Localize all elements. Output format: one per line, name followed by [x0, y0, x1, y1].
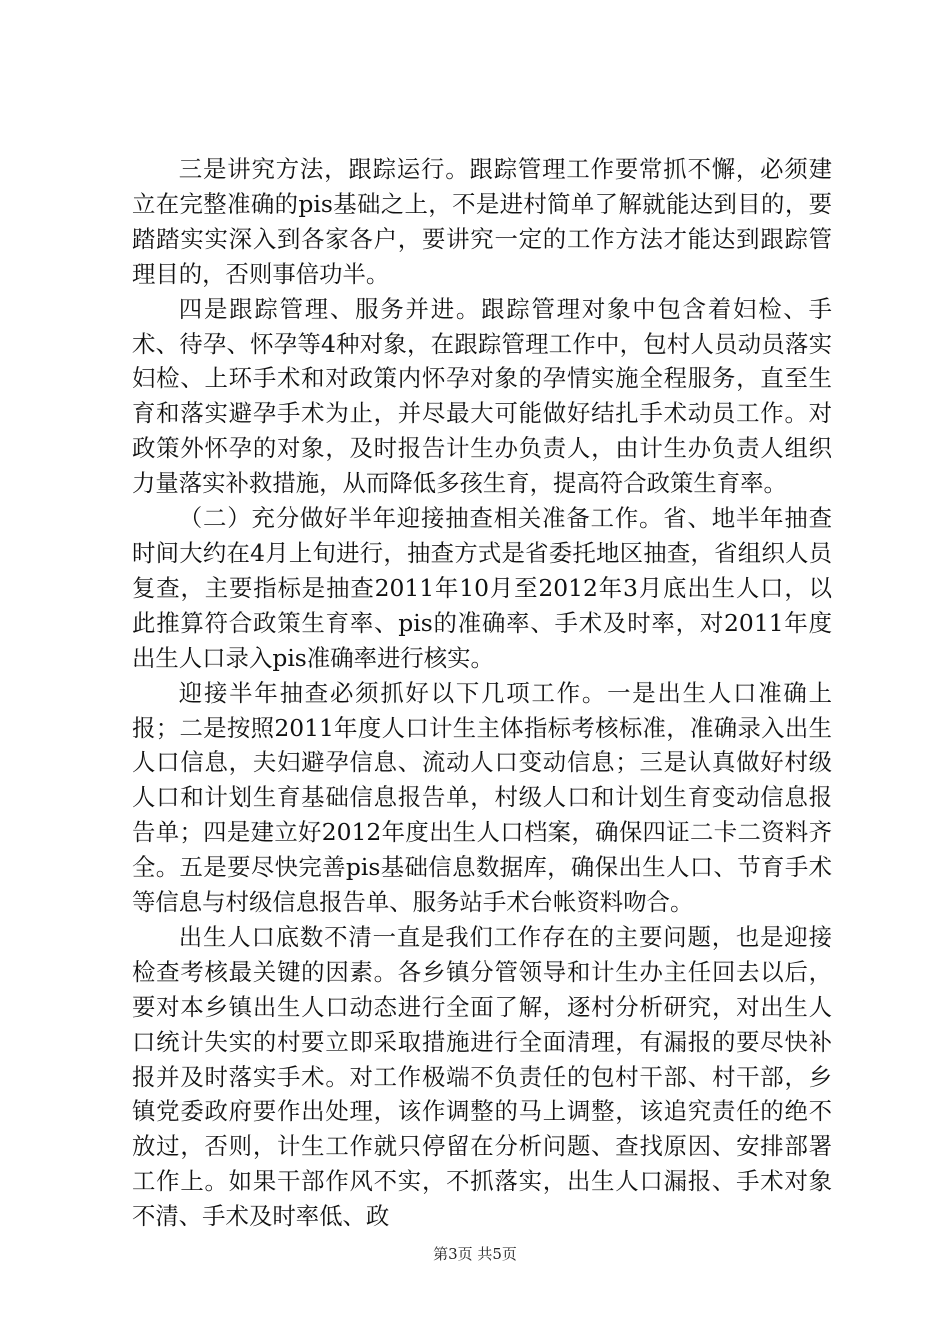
paragraph-method: 三是讲究方法，跟踪运行。跟踪管理工作要常抓不懈，必须建立在完整准确的pis基础之上，不是进村简单了解就能达到目的，要踏踏实实深入到各家各户，要讲究一定的工作方法才能达到跟踪管理目的，否则事倍功半。 — [132, 155, 832, 288]
paragraph-key-tasks: 迎接半年抽查必须抓好以下几项工作。一是出生人口准确上报；二是按照2011年度人口计生主体指标考核标准，准确录入出生人口信息，夫妇避孕信息、流动人口变动信息；三是认真做好村级人口和计划生育基础信息报告单，村级人口和计划生育变动信息报告单；四是建立好2012年度出生人口档案，确保四证二卡二资料齐全。五是要尽快完善pis基础信息数据库，确保出生人口、节育手术等信息与村级信息报告单、服务站手术台帐资料吻合。 — [132, 678, 832, 917]
document-body — [132, 152, 832, 1234]
paragraph-tracking-service: 四是跟踪管理、服务并进。跟踪管理对象中包含着妇检、手术、待孕、怀孕等4种对象，在跟踪管理工作中，包村人员动员落实妇检、上环手术和对政策内怀孕对象的孕情实施全程服务，直至生育和落实避孕手术为止，并尽最大可能做好结扎手术动员工作。对政策外怀孕的对象，及时报告计生办负责人，由计生办负责人组织力量落实补救措施，从而降低多孩生育，提高符合政策生育率。 — [132, 294, 832, 498]
page-number-footer: 第3页 共5页 — [433, 1245, 517, 1263]
paragraph-birth-count-issues: 出生人口底数不清一直是我们工作存在的主要问题，也是迎接检查考核最关键的因素。各乡镇分管领导和计生办主任回去以后，要对本乡镇出生人口动态进行全面了解，逐村分析研究，对出生人口统计失实的村要立即采取措施进行全面清理，有漏报的要尽快补报并及时落实手术。对工作极端不负责任的包村干部、村干部，乡镇党委政府要作出处理，该作调整的马上调整，该追究责任的绝不放过，否则，计生工作就只停留在分析问题、查找原因、安排部署工作上。如果干部作风不实，不抓落实，出生人口漏报、手术对象不清、手术及时率低、政 — [132, 922, 832, 1231]
paragraph-half-year-check: （二）充分做好半年迎接抽查相关准备工作。省、地半年抽查时间大约在4月上旬进行，抽查方式是省委托地区抽查，省组织人员复查，主要指标是抽查2011年10月至2012年3月底出生人口，以此推算符合政策生育率、pis的准确率、手术及时率，对2011年度出生人口录入pis准确率进行核实。 — [132, 504, 832, 672]
